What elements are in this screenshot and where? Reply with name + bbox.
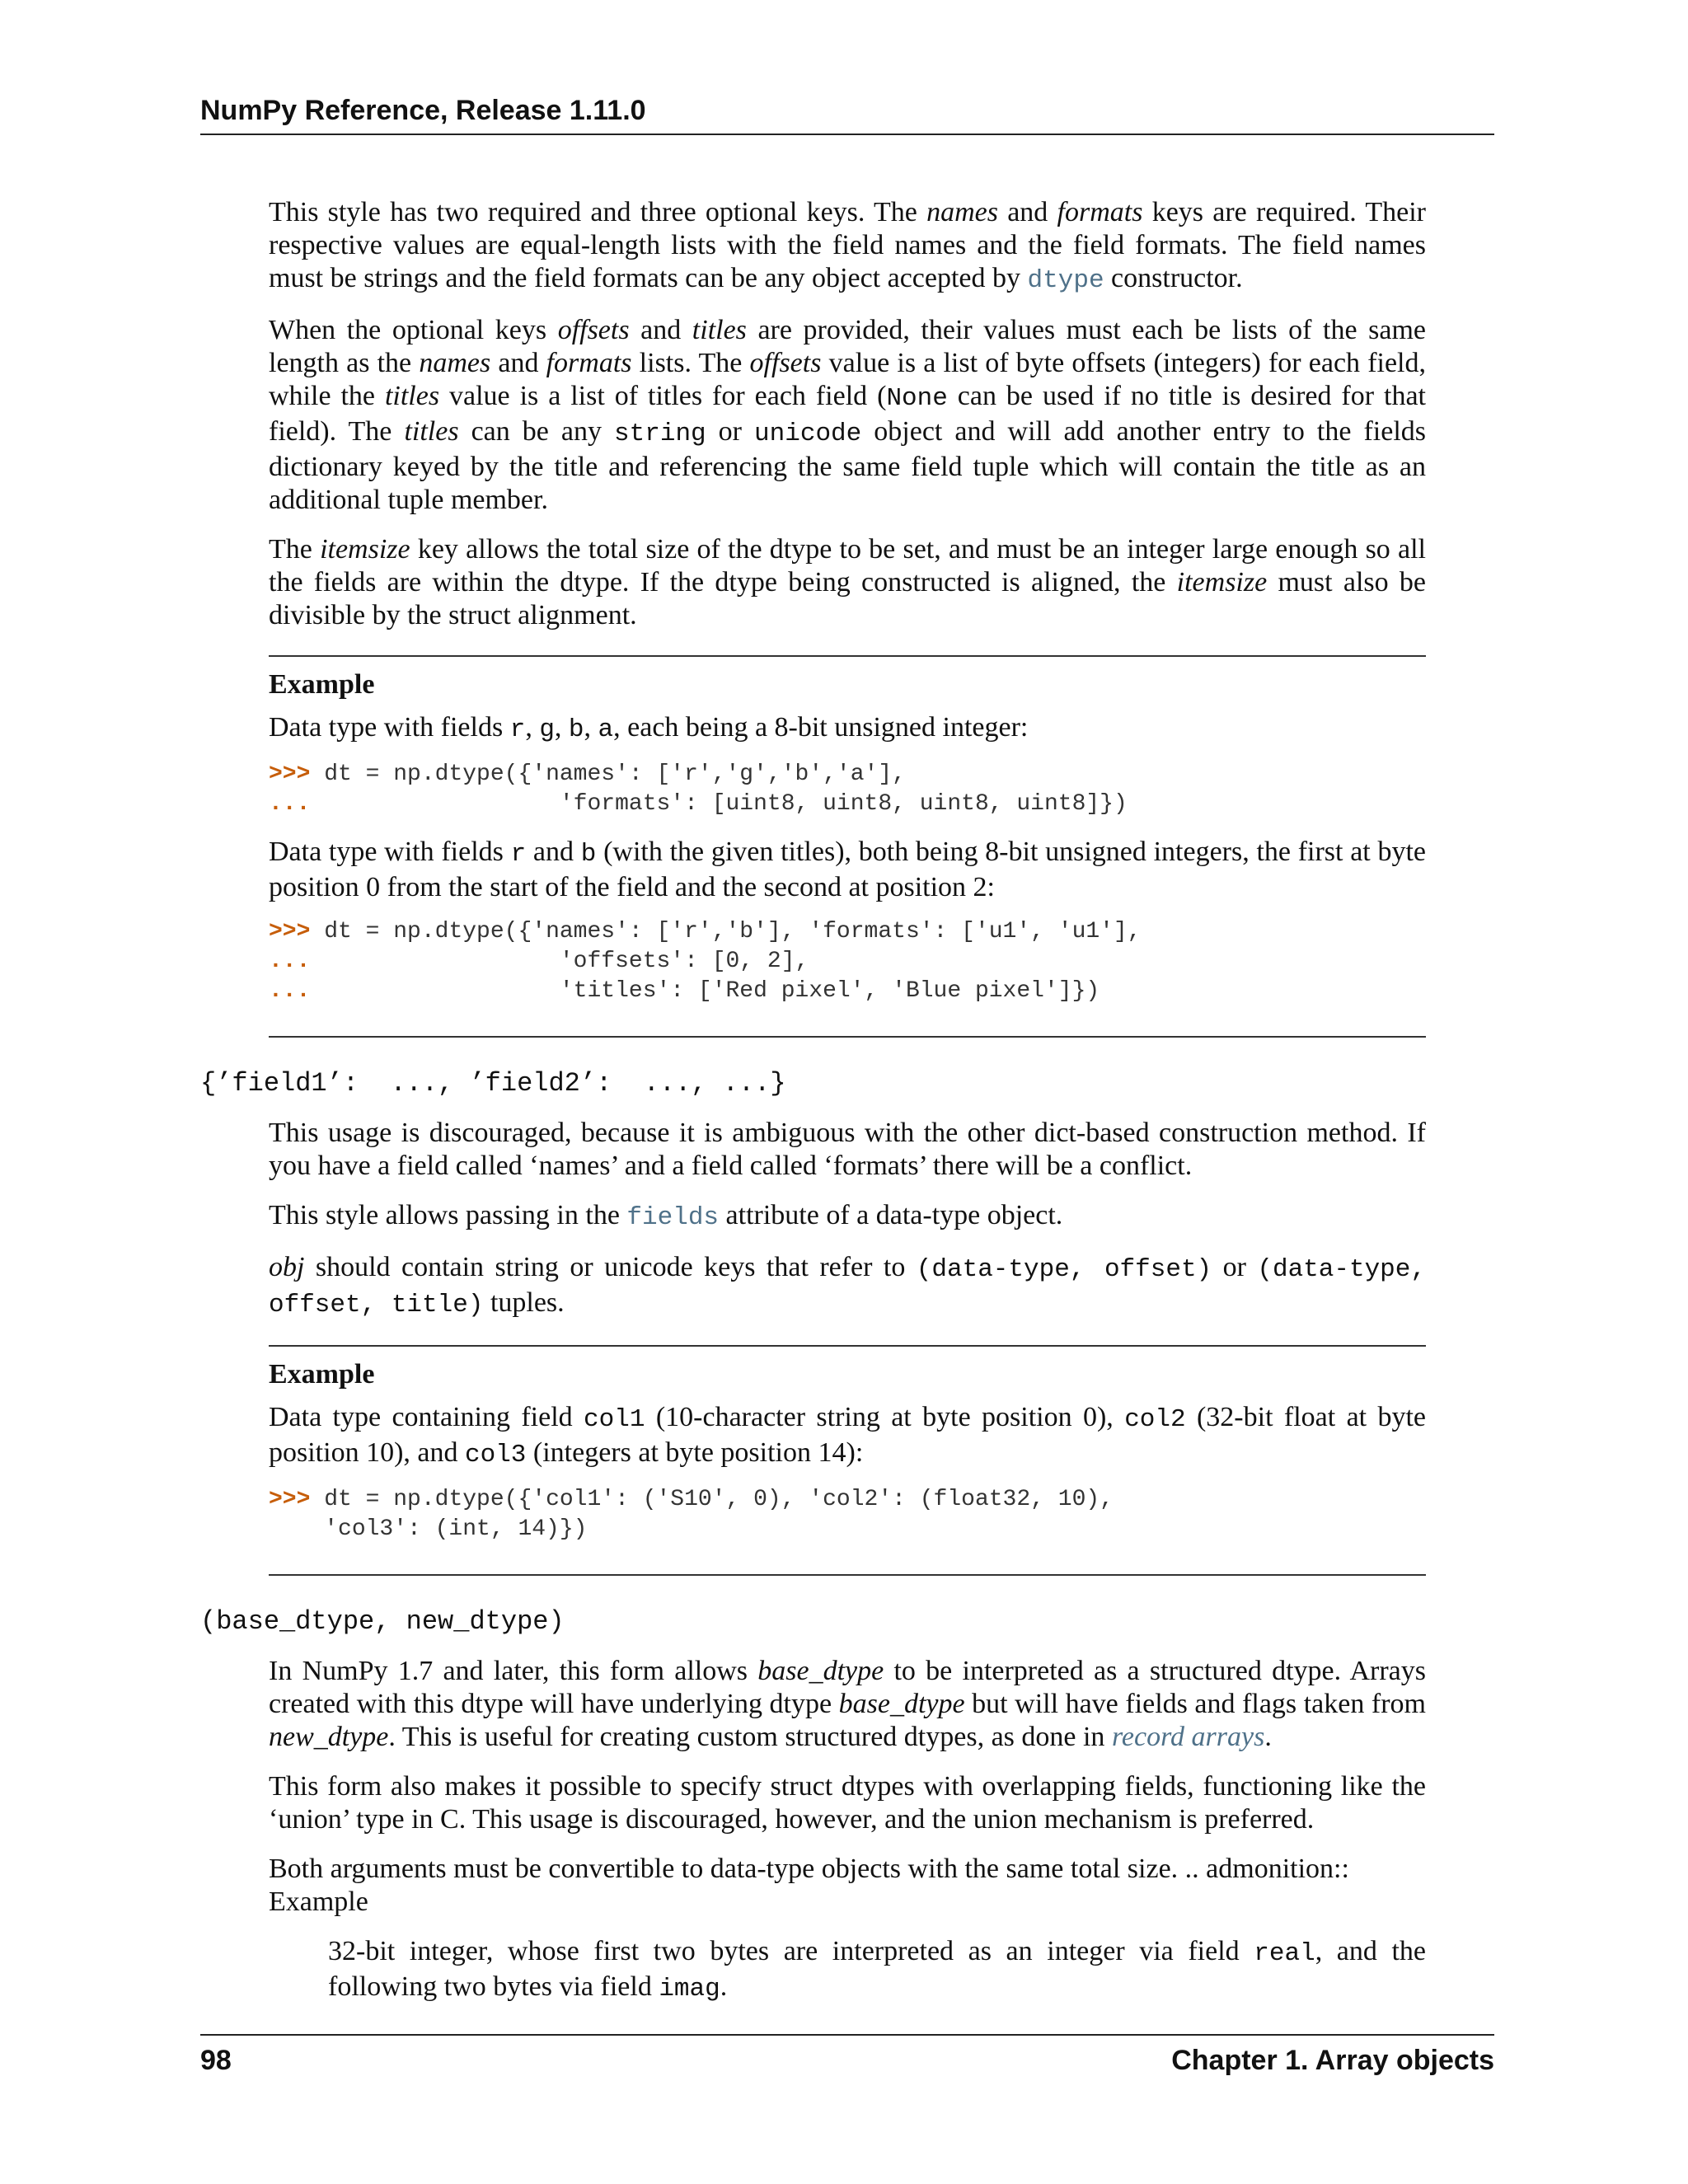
text: lists. The (631, 348, 750, 378)
text: and (526, 837, 581, 867)
text: , and the following two bytes via field (328, 1936, 1426, 2002)
code-tuple: (data-type, offset, title) (269, 1255, 1426, 1319)
paragraph-itemsize (269, 533, 1426, 632)
code-block (269, 760, 1426, 819)
text: (integers at byte position 14): (526, 1437, 864, 1468)
paragraph-required-keys (269, 196, 1426, 298)
fields-link[interactable]: fields (626, 1203, 720, 1232)
code-a: a (598, 715, 614, 744)
text: tuples. (483, 1287, 565, 1318)
em-titles: titles (692, 315, 747, 345)
text: attribute of a data-type object. (719, 1200, 1063, 1230)
text: object and will add another entry to the fields dictionary keyed by the title and referencing the same field tuple which will contain the title as an additional tuple member. (269, 416, 1427, 515)
em-offsets: offsets (557, 315, 630, 345)
code-block (269, 1485, 1426, 1544)
em-offsets: offsets (749, 348, 822, 378)
example-description (269, 1401, 1426, 1472)
code-none: None (886, 384, 948, 413)
text: or (1212, 1252, 1258, 1282)
text: or (706, 416, 755, 447)
code-col1: col1 (584, 1405, 645, 1434)
code-line: 'formats': [uint8, uint8, uint8, uint8]}) (310, 791, 1128, 817)
paragraph-obj (269, 1251, 1426, 1322)
code-line: 'col3': (int, 14)}) (269, 1516, 588, 1542)
code-b: b (568, 715, 584, 744)
dtype-link[interactable]: dtype (1027, 266, 1104, 295)
example-title: Example (269, 669, 375, 700)
code-unicode: unicode (754, 419, 862, 448)
em-names: names (926, 197, 998, 227)
text: (32-bit float at byte position 10), and (269, 1402, 1427, 1468)
text: When the optional keys (269, 315, 558, 345)
text: constructor. (1104, 263, 1243, 293)
code-imag: imag (659, 1975, 720, 2004)
code-line: dt = np.dtype({'names': ['r','g','b','a'], (310, 762, 906, 787)
code-real: real (1254, 1939, 1315, 1968)
code-line: dt = np.dtype({'col1': ('S10', 0), 'col2': (float32, 10), (310, 1487, 1114, 1512)
text: . (720, 1971, 728, 2002)
text: In NumPy 1.7 and later, this form allows (269, 1656, 758, 1686)
text: , (584, 712, 598, 743)
code-r: r (509, 715, 526, 744)
paragraph-convertible: Both arguments must be convertible to data-type objects with the same total size. .. admonition:: Example (269, 1854, 1349, 1917)
text: The (269, 534, 321, 565)
em-formats: formats (1057, 197, 1143, 227)
text: This style allows passing in the (269, 1200, 627, 1230)
text: value is a list of titles for each field ( (439, 381, 887, 411)
em-itemsize: itemsize (320, 534, 410, 565)
code-prompt: >>> (269, 762, 311, 787)
text: Data type with fields (269, 837, 511, 867)
text: , each being a 8-bit unsigned integer: (613, 712, 1029, 743)
code-r: r (510, 840, 527, 869)
text: (10-character string at byte position 0), (645, 1402, 1125, 1432)
code-prompt: ... (269, 978, 311, 1004)
paragraph-discouraged: This usage is discouraged, because it is ambiguous with the other dict-based construction method. If you have a field called ‘names’ and a field called ‘formats’ there will be a conflict. (269, 1118, 1426, 1181)
code-block (269, 917, 1426, 1006)
em-titles: titles (384, 381, 440, 411)
em-names: names (419, 348, 491, 378)
record-arrays-link[interactable]: record arrays (1111, 1722, 1265, 1752)
paragraph-optional-keys (269, 314, 1426, 517)
code-prompt: >>> (269, 1487, 311, 1512)
code-col2: col2 (1124, 1405, 1186, 1434)
text: Data type containing field (269, 1402, 584, 1432)
example-admonition (269, 655, 1426, 1038)
text: (with the given titles), both being 8-bit unsigned integers, the first at byte position 0 from the start of the field and the second at position 2: (269, 837, 1427, 902)
code-prompt: >>> (269, 919, 311, 944)
text: This style has two required and three optional keys. The (269, 197, 927, 227)
code-line: dt = np.dtype({'names': ['r','b'], 'formats': ['u1', 'u1'], (310, 919, 1142, 944)
text: must also be divisible by the struct alignment. (269, 567, 1427, 630)
example-admonition (269, 1345, 1426, 1576)
em-base-dtype: base_dtype (838, 1689, 965, 1719)
signature-base-new-dtype: (base_dtype, new_dtype) (200, 1606, 565, 1637)
text: value is a list of byte offsets (integers) for each field, while the (269, 348, 1427, 411)
example-description (269, 836, 1426, 904)
text: . This is useful for creating custom structured dtypes, as done in (388, 1722, 1112, 1752)
paragraph-fields-attribute (269, 1199, 1426, 1235)
code-line: 'offsets': [0, 2], (310, 949, 809, 974)
text: key allows the total size of the dtype to be set, and must be an integer large enough so all the fields are within the dtype. If the dtype being constructed is aligned, the (269, 534, 1426, 598)
em-titles: titles (404, 416, 459, 447)
text: and (490, 348, 546, 378)
code-string: string (614, 419, 706, 448)
code-b: b (580, 840, 597, 869)
main-content (200, 196, 1427, 2022)
text: are provided, their values must each be lists of the same length as the (269, 315, 1426, 378)
text: can be used if no title is desired for that field). The (269, 381, 1426, 447)
code-tuple: (data-type, offset) (916, 1255, 1212, 1284)
header-title: NumPy Reference, Release 1.11.0 (200, 95, 646, 126)
paragraph-base-dtype (269, 1655, 1426, 1754)
text: 32-bit integer, whose first two bytes are interpreted as an integer via field (328, 1936, 1254, 1966)
page-number: 98 (200, 2045, 232, 2076)
text: can be any (458, 416, 615, 447)
text: and (997, 197, 1057, 227)
code-g: g (539, 715, 555, 744)
text: . (1264, 1722, 1272, 1752)
text: , (554, 712, 569, 743)
code-prompt: ... (269, 791, 311, 817)
text: Data type with fields (269, 712, 510, 743)
paragraph-overlapping: This form also makes it possible to specify struct dtypes with overlapping fields, functioning like the ‘union’ type in C. This usage is discouraged, however, and the union mechanism is preferred. (269, 1771, 1426, 1835)
code-col3: col3 (464, 1441, 527, 1469)
example-description (269, 711, 1426, 747)
header-rule (200, 134, 1494, 135)
signature-dict-fields: {’field1’: ..., ’field2’: ..., ...} (200, 1068, 786, 1099)
code-line: 'titles': ['Red pixel', 'Blue pixel']}) (310, 978, 1100, 1004)
text: but will have fields and flags taken from (964, 1689, 1426, 1719)
footer-rule (200, 2034, 1494, 2036)
em-formats: formats (546, 348, 632, 378)
text: keys are required. Their respective values are equal-length lists with the field names and the field formats. The field names must be strings and the field formats can be any object accepted by (269, 197, 1426, 293)
page-header (200, 92, 1494, 135)
chapter-title: Chapter 1. Array objects (1171, 2045, 1494, 2076)
code-prompt: ... (269, 949, 311, 974)
em-obj: obj (269, 1252, 305, 1282)
page-footer (200, 2034, 1494, 2079)
example-title: Example (269, 1359, 375, 1390)
text: to be interpreted as a structured dtype. Arrays created with this dtype will have underlying dtype (269, 1656, 1427, 1719)
em-new-dtype: new_dtype (269, 1722, 389, 1752)
em-itemsize: itemsize (1176, 567, 1268, 598)
em-base-dtype: base_dtype (757, 1656, 884, 1686)
paragraph-real-imag (328, 1935, 1426, 2006)
text: should contain string or unicode keys that refer to (304, 1252, 917, 1282)
footer-row (200, 2042, 1494, 2079)
text: , (525, 712, 540, 743)
text: and (629, 315, 692, 345)
